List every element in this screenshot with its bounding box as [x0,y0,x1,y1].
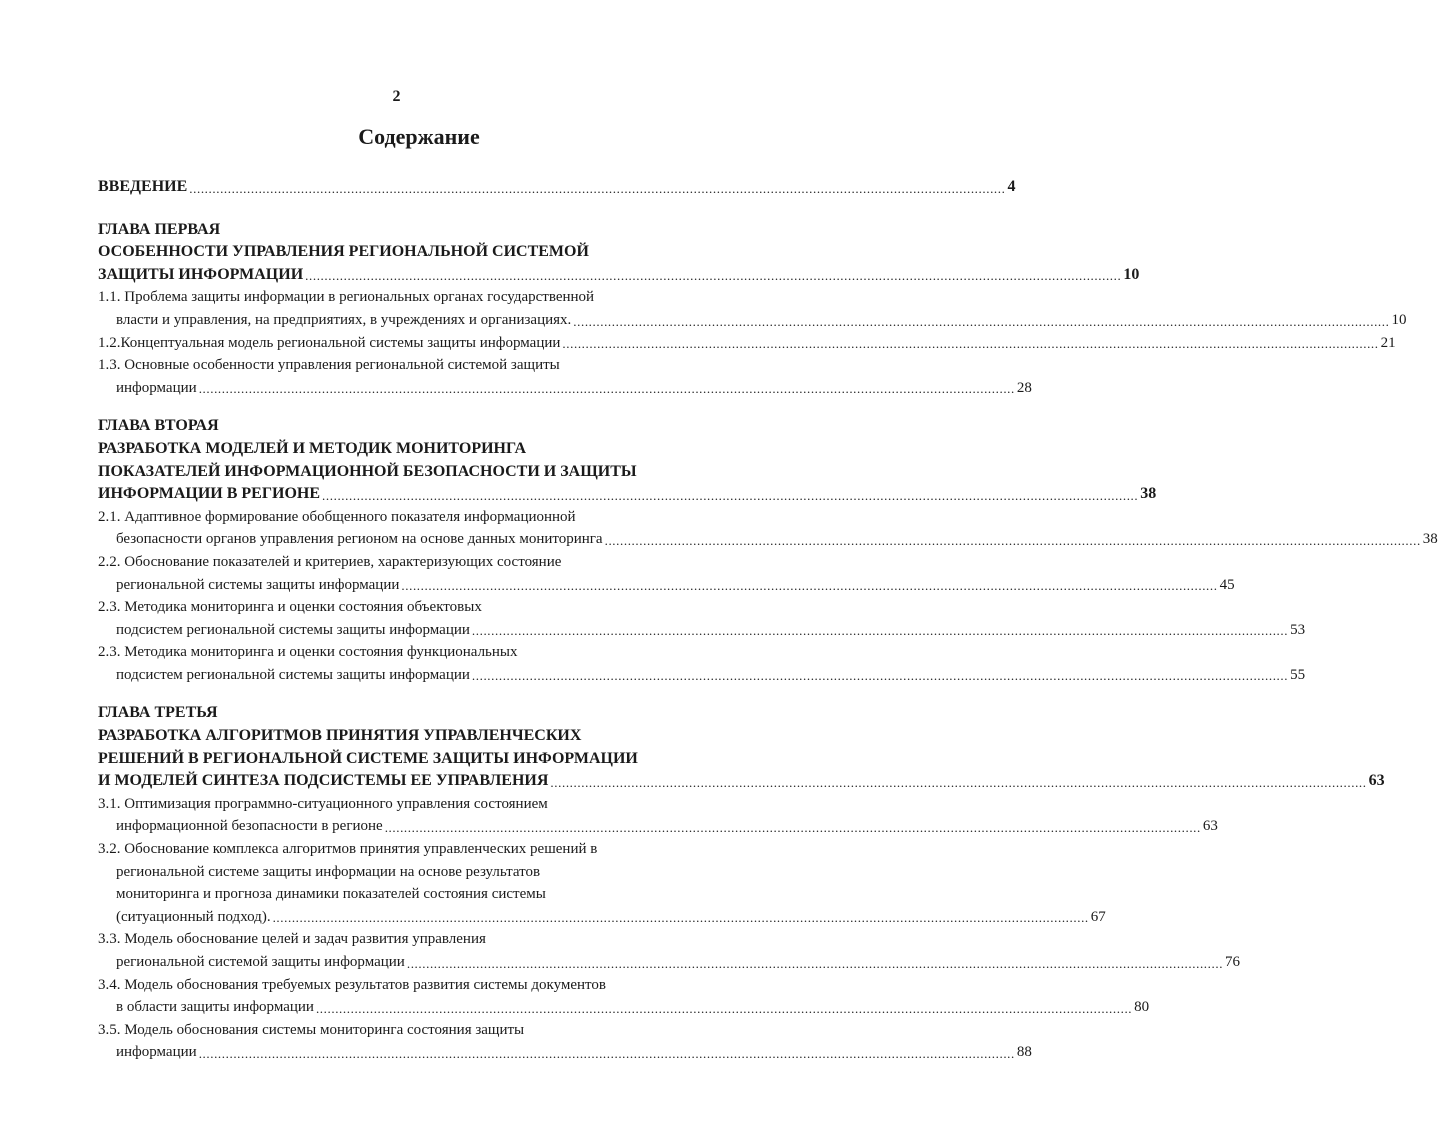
section-line: 3.2. Обоснование комплекса алгоритмов принятия управленческих решений в [98,841,598,858]
dot-leader: .................................................................................................................................................................................................................... [198,1045,1015,1061]
dot-leader: .................................................................................................................................................................................................................... [550,774,1367,790]
section-row [98,528,1438,551]
section-page: 76 [1225,954,1241,970]
chapter-title-line: ПОКАЗАТЕЛЕЙ ИНФОРМАЦИОННОЙ БЕЗОПАСНОСТИ И ЗАЩИТЫ [98,462,637,480]
dot-leader: .................................................................................................................................................................................................................... [189,180,1006,196]
toc-section [98,1019,1032,1064]
toc-section [98,793,1218,838]
section-line: 2.3. Методика мониторинга и оценки состояния объектовых [98,599,482,616]
section-line: 3.4. Модель обоснования требуемых результатов развития системы документов [98,976,606,993]
chapter-heading: ГЛАВА ТРЕТЬЯ [98,704,218,722]
section-line: региональной системой защиты информации [116,954,405,970]
section-row [98,815,1218,838]
dot-leader: .................................................................................................................................................................................................................... [384,820,1201,836]
toc-section [98,974,1150,1019]
toc-chapter [98,219,1407,400]
section-page: 55 [1290,666,1306,683]
section-page: 28 [1016,379,1032,396]
toc-section [98,641,1306,686]
section-line: региональной системе защиты информации на основе результатов [116,863,541,880]
section-line: 1.2.Концептуальная модель региональной системы защиты информации [98,334,561,351]
section-line: 3.3. Модель обоснование целей и задач развития управления [98,931,486,948]
section-line: власти и управления, на предприятиях, в учреждениях и организациях. [116,311,572,328]
chapter-title-line: РАЗРАБОТКА АЛГОРИТМОВ ПРИНЯТИЯ УПРАВЛЕНЧЕСКИХ [98,727,582,745]
section-page: 10 [1391,311,1407,328]
section-line: 2.3. Методика мониторинга и оценки состояния функциональных [98,644,518,661]
section-line: 3.5. Модель обоснования системы мониторинга состояния защиты [98,1021,525,1038]
chapter-title-line: ОСОБЕННОСТИ УПРАВЛЕНИЯ РЕГИОНАЛЬНОЙ СИСТЕМОЙ [98,243,589,261]
section-line: подсистем региональной системы защиты информации [116,666,470,683]
section-row [98,996,1150,1019]
section-row [98,619,1306,642]
page-title: Содержание [358,124,480,149]
section-page: 63 [1202,818,1218,835]
section-page: 45 [1219,576,1235,593]
chapter-title-row [98,483,1157,506]
table-of-contents [98,176,1438,1064]
page-number: 2 [392,88,401,105]
toc-chapter [98,415,1438,686]
dot-leader: .................................................................................................................................................................................................................... [305,268,1122,284]
section-line: 1.3. Основные особенности управления региональной системой защиты [98,357,560,374]
toc-section [98,354,1032,399]
toc-section [98,928,1241,973]
section-row [98,951,1241,974]
chapter-page: 10 [1123,265,1140,283]
dot-leader: .................................................................................................................................................................................................................... [401,578,1218,594]
section-line: региональной системы защиты информации [116,576,400,593]
toc-section [98,596,1306,641]
toc-intro-label: ВВЕДЕНИЕ [98,178,188,195]
dot-leader: .................................................................................................................................................................................................................... [604,532,1421,548]
section-line: информационной безопасности в регионе [116,818,383,835]
chapter-page: 38 [1140,485,1157,503]
section-row [98,1041,1032,1064]
chapter-title-line: И МОДЕЛЕЙ СИНТЕЗА ПОДСИСТЕМЫ ЕЕ УПРАВЛЕНИЯ [98,772,549,790]
section-line: информации [116,1044,197,1061]
toc-section [98,506,1438,551]
section-line: (ситуационный подход). [116,908,271,925]
chapter-heading: ГЛАВА ПЕРВАЯ [98,220,221,238]
chapter-title-line: ЗАЩИТЫ ИНФОРМАЦИИ [98,265,304,283]
section-row [98,574,1235,597]
section-row [98,309,1407,332]
dot-leader: .................................................................................................................................................................................................................... [198,381,1015,397]
dot-leader: .................................................................................................................................................................................................................... [573,313,1390,329]
section-line: подсистем региональной системы защиты информации [116,621,470,638]
toc-intro [98,176,1016,199]
chapter-title-row [98,770,1385,793]
section-row [98,906,1106,929]
dot-leader: .................................................................................................................................................................................................................... [471,668,1289,684]
section-line: 2.1. Адаптивное формирование обобщенного показателя информационной [98,508,576,525]
section-page: 21 [1380,334,1396,351]
section-line: 1.1. Проблема защиты информации в региональных органах государственной [98,289,595,306]
section-page: 88 [1016,1044,1032,1061]
dot-leader: .................................................................................................................................................................................................................... [471,623,1289,639]
dot-leader: .................................................................................................................................................................................................................... [322,487,1139,503]
toc-section [98,332,1396,355]
section-row [98,332,1396,355]
chapter-title-line: РАЗРАБОТКА МОДЕЛЕЙ И МЕТОДИК МОНИТОРИНГА [98,439,526,457]
dot-leader: .................................................................................................................................................................................................................... [562,336,1379,352]
toc-section [98,286,1407,331]
section-page: 38 [1422,531,1438,548]
section-page: 53 [1290,621,1306,638]
section-line: мониторинга и прогноза динамики показателей состояния системы [116,886,546,903]
section-page: 67 [1090,908,1106,925]
section-row [98,377,1032,400]
toc-section [98,551,1235,596]
section-line: безопасности органов управления регионом на основе данных мониторинга [116,531,603,548]
section-line: 3.1. Оптимизация программно-ситуационного управления состоянием [98,795,548,812]
dot-leader: .................................................................................................................................................................................................................... [272,910,1089,926]
chapter-title-line: РЕШЕНИЙ В РЕГИОНАЛЬНОЙ СИСТЕМЕ ЗАЩИТЫ ИНФОРМАЦИИ [98,749,638,767]
dot-leader: .................................................................................................................................................................................................................... [406,955,1224,971]
dot-leader: .................................................................................................................................................................................................................... [315,1000,1133,1016]
chapter-title-line: ИНФОРМАЦИИ В РЕГИОНЕ [98,485,321,503]
section-line: в области защиты информации [116,999,314,1016]
section-page: 80 [1134,999,1150,1016]
chapter-title-row [98,264,1140,287]
chapter-page: 63 [1368,772,1385,790]
toc-chapter [98,702,1385,1064]
section-row [98,664,1306,687]
section-line: 2.2. Обоснование показателей и критериев, характеризующих состояние [98,553,562,570]
section-line: информации [116,379,197,396]
chapter-heading: ГЛАВА ВТОРАЯ [98,417,219,435]
toc-intro-page: 4 [1007,178,1016,195]
toc-section [98,838,1106,928]
